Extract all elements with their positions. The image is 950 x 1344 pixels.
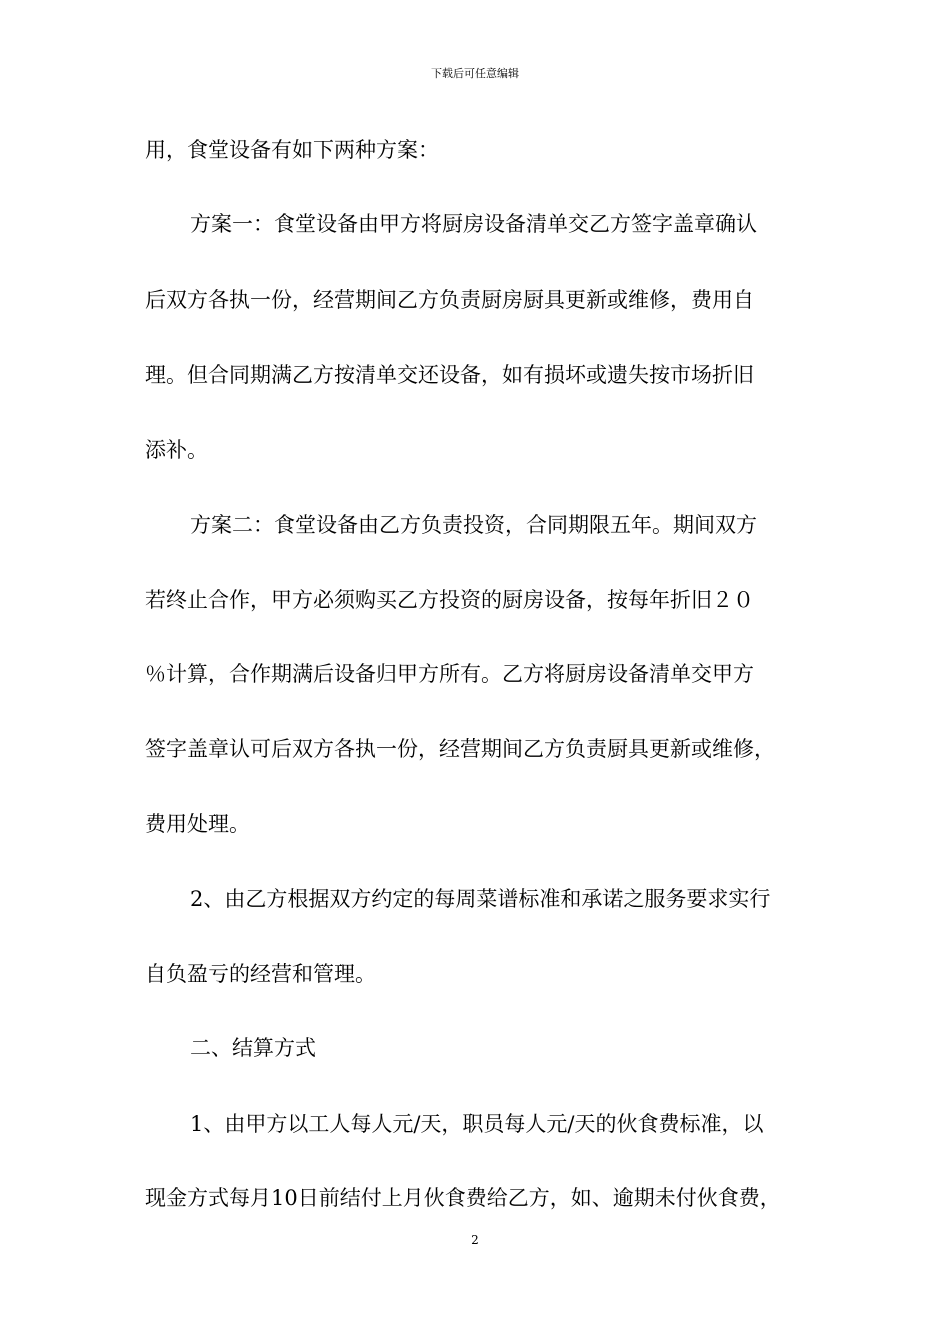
text-line: 方案一：食堂设备由甲方将厨房设备清单交乙方签字盖章确认 xyxy=(190,212,757,236)
text-line: 自负盈亏的经营和管理。 xyxy=(145,962,376,986)
text-line: 理。但合同期满乙方按清单交还设备，如有损坏或遗失按市场折旧 xyxy=(145,363,754,387)
text-line: 2、由乙方根据双方约定的每周菜谱标准和承诺之服务要求实行 xyxy=(190,887,771,911)
text-line: 费用处理。 xyxy=(145,812,250,836)
text-line: 签字盖章认可后双方各执一份，经营期间乙方负责厨具更新或维修， xyxy=(145,737,775,761)
header-note: 下载后可任意编辑 xyxy=(431,67,519,80)
text-line: 用，食堂设备有如下两种方案： xyxy=(145,138,439,162)
text-line: 现金方式每月10日前结付上月伙食费给乙方，如、逾期未付伙食费， xyxy=(145,1186,781,1210)
section-heading: 二、结算方式 xyxy=(190,1036,316,1060)
text-line: 若终止合作，甲方必须购买乙方投资的厨房设备，按每年折旧２０ xyxy=(145,588,754,612)
text-line: 方案二：食堂设备由乙方负责投资，合同期限五年。期间双方 xyxy=(190,513,757,537)
text-line: 添补。 xyxy=(145,438,208,462)
page-number: 2 xyxy=(471,1233,479,1247)
text-line: 后双方各执一份，经营期间乙方负责厨房厨具更新或维修，费用自 xyxy=(145,288,754,312)
text-line: 1、由甲方以工人每人元/天，职员每人元/天的伙食费标准，以 xyxy=(190,1112,764,1136)
text-line: ％计算，合作期满后设备归甲方所有。乙方将厨房设备清单交甲方 xyxy=(145,662,754,686)
